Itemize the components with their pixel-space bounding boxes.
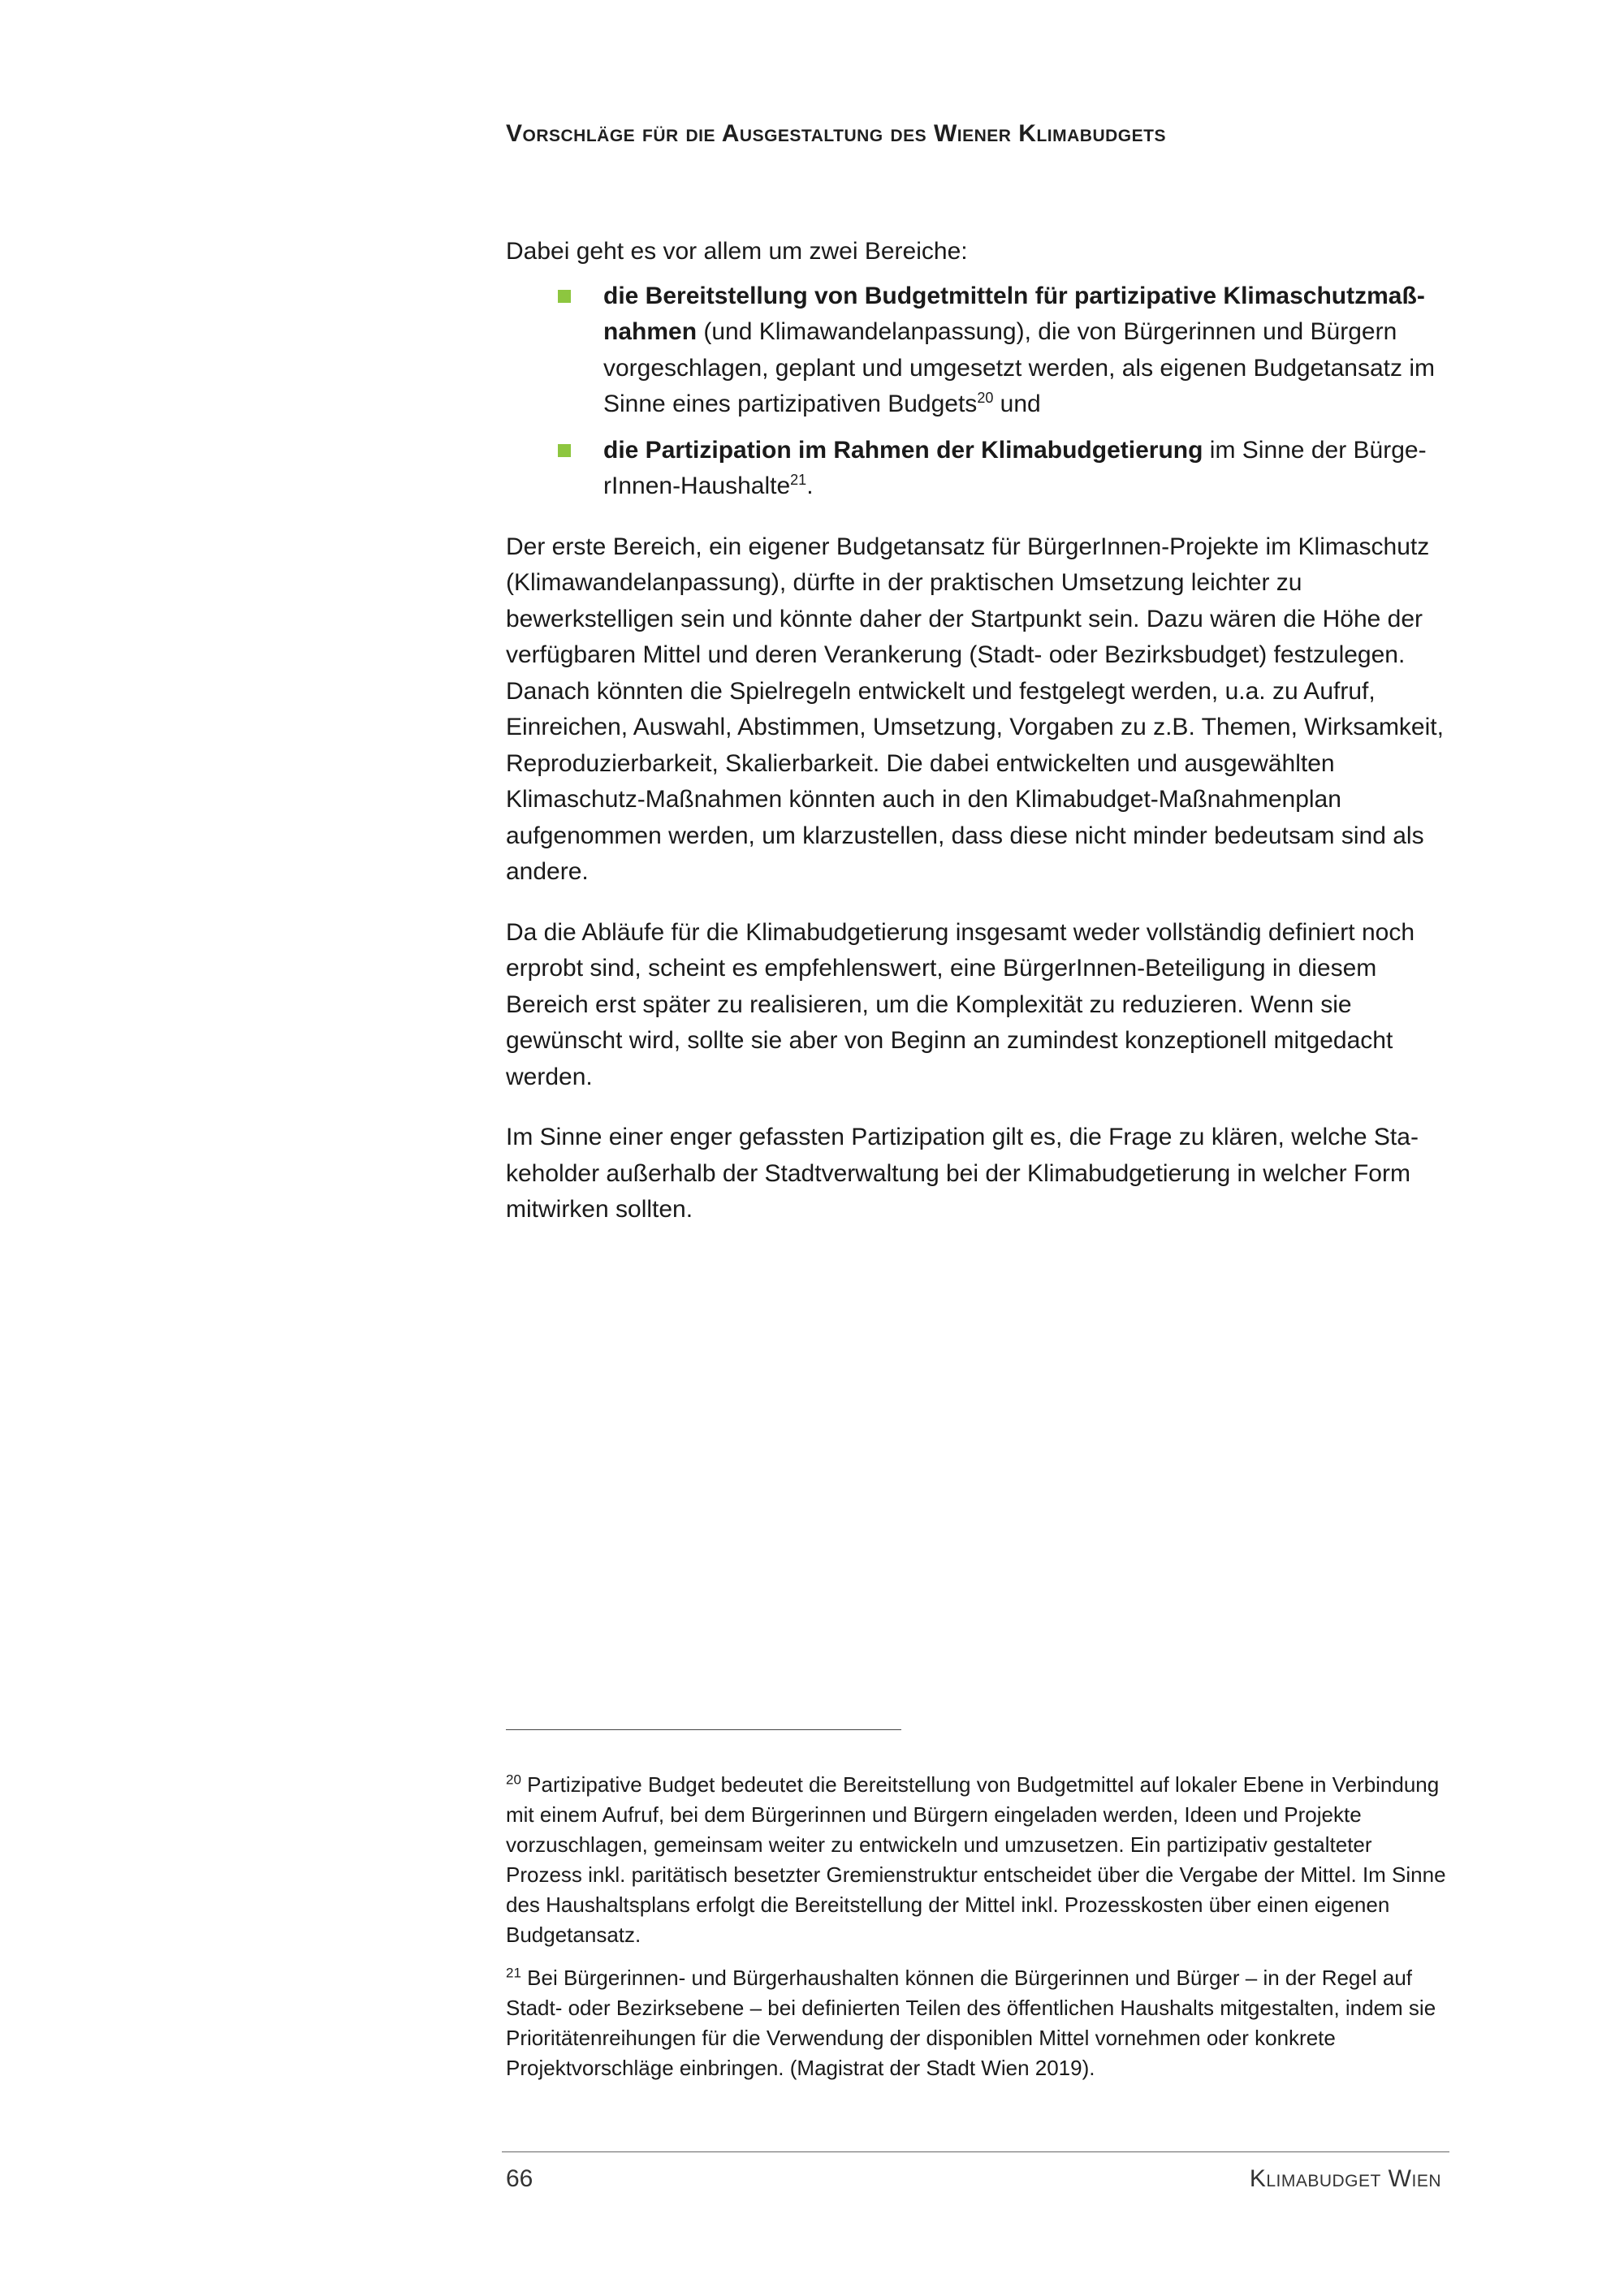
bullet-text-after: . xyxy=(806,473,814,499)
paragraph-stakeholder: Im Sinne einer enger gefassten Partizipation gilt es, die Frage zu klären, welche Stakeholder außerhalb der Stadtverwaltung bei der Klimabudgetierung in welcher Form mitwirken sollten. xyxy=(506,1124,1419,1223)
footnote-ref-20[interactable]: 20 xyxy=(977,390,994,406)
bullet-text: (und Klimawandelanpassung), die von Bürgerinnen und Bürgern vorgeschlagen, geplant und umgesetzt werden, als eigenen Budgetansatz im Sinne eines partizipativen Budgets xyxy=(603,318,1435,417)
footnote-text: Partizipative Budget bedeutet die Bereitstellung von Budgetmittel auf lokaler Ebene in Verbindung mit einem Aufruf, bei dem Bürgerinnen und Bürgern eingeladen werden, Ideen und Projekte vorzuschlagen, gemeinsam weiter zu entwickeln und umzusetzen. Ein partizipativ gestalteter Prozess inkl. paritätisch besetzter Gremienstruktur entscheidet über die Vergabe der Mittel. Im Sinne des Haushaltsplans erfolgt die Bereitstellung der Mittel inkl. Prozesskosten über einen eigenen Budgetansatz. xyxy=(506,1772,1446,1947)
bullet-text: im Sinne der BürgerInnen-Haushalte xyxy=(603,436,1427,499)
footnote-number: 20 xyxy=(506,1772,521,1788)
bullet-bold-text: die Partizipation im Rahmen der Klimabudgetierung xyxy=(603,436,1203,464)
footnote-text: Bei Bürgerinnen- und Bürgerhaushalten können die Bürgerinnen und Bürger – in der Regel auf Stadt- oder Bezirksebene – bei definierten Teilen des öffentlichen Haushalts mitgestalten, indem sie Prioritätenreihungen für die Verwendung der disponiblen Mittel vornehmen oder konkrete Projektvorschläge einbringen. (Magistrat der Stadt Wien 2019). xyxy=(506,1966,1436,2080)
footnote-ref-21[interactable]: 21 xyxy=(790,472,807,488)
page-number: 66 xyxy=(506,2165,533,2192)
square-bullet-icon xyxy=(558,290,571,303)
bullet-item-budget xyxy=(603,278,1449,423)
footnote-number: 21 xyxy=(506,1965,521,1981)
footer-divider xyxy=(502,2151,1449,2152)
bullet-bold-text: die Bereitstellung von Budgetmitteln für partizipative Klimaschutzmaßnahmen xyxy=(603,282,1425,345)
intro-paragraph: Dabei geht es vor allem um zwei Bereiche: xyxy=(506,238,968,265)
footnote-21 xyxy=(506,1963,1449,2083)
bullet-list xyxy=(506,278,1449,505)
paragraph-ablaeufe: Da die Abläufe für die Klimabudgetierung insgesamt weder vollständig definiert noch erprobt sind, scheint es empfehlenswert, eine BürgerInnen-Beteiligung in diesem Bereich erst später zu realisieren, um die Komplexität zu reduzieren. Wenn sie gewünscht wird, sollte sie aber von Beginn an zumindest konzeptionell mitgedacht werden. xyxy=(506,918,1415,1090)
bullet-item-partizipation xyxy=(603,433,1449,505)
main-text xyxy=(506,234,1449,1253)
footer-title: Klimabudget Wien xyxy=(1249,2165,1441,2192)
bullet-text-after: und xyxy=(993,391,1041,417)
square-bullet-icon xyxy=(558,444,571,457)
running-header: Vorschläge für die Ausgestaltung des Wiener Klimabudgets xyxy=(506,120,1166,147)
footnote-separator xyxy=(506,1729,901,1730)
footnote-20 xyxy=(506,1770,1449,1950)
footnotes xyxy=(506,1770,1449,2096)
paragraph-erster-bereich: Der erste Bereich, ein eigener Budgetansatz für BürgerInnen-Projekte im Klimaschutz (Klimawandelanpassung), dürfte in der praktischen Umsetzung leichter zu bewerkstelligen sein und könnte daher der Startpunkt sein. Dazu wären die Höhe der verfügbaren Mittel und deren Verankerung (Stadt- oder Bezirksbudget) festzulegen. Danach könnten die Spielregeln entwickelt und festgelegt werden, u.a. zu Aufruf, Einreichen, Auswahl, Abstimmen, Umsetzung, Vorgaben zu z.B. Themen, Wirksamkeit, Reproduzierbarkeit, Skalierbarkeit. Die dabei entwickelten und ausgewählten Klimaschutz-Maßnahmen könnten auch in den Klimabudget-Maßnahmenplan aufgenommen werden, um klarzustellen, dass diese nicht minder bedeutsam sind als andere. xyxy=(506,533,1444,885)
